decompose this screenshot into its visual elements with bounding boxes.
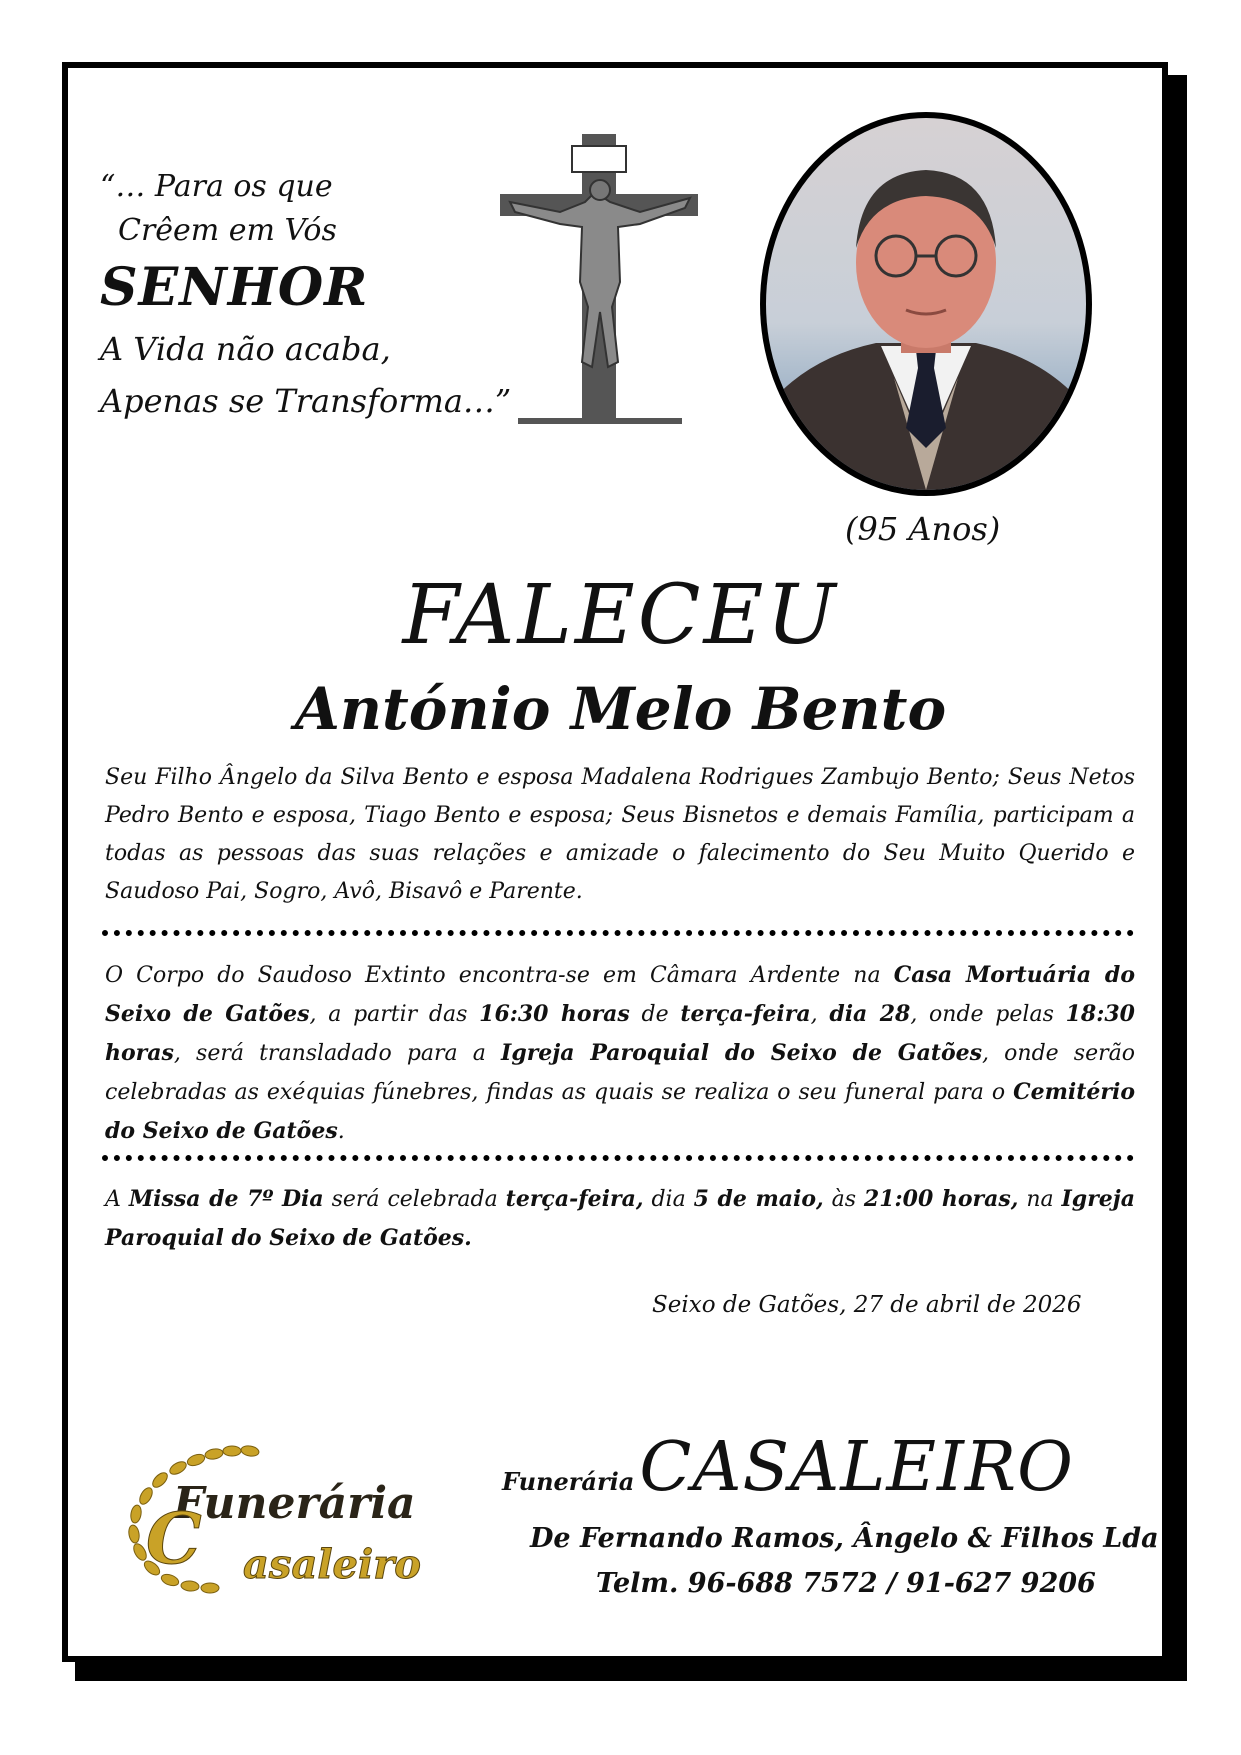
day: dia 28	[829, 1001, 911, 1027]
text-run: .	[337, 1119, 345, 1144]
text-run: , onde serão celebradas as exéquias fúnebres, findas as quais se realiza o seu funeral para o	[105, 1041, 1135, 1105]
quote-line-4: A Vida não acaba,	[100, 330, 391, 368]
mass-time: 21:00 horas,	[863, 1186, 1019, 1212]
mass-weekday: terça-feira,	[505, 1186, 644, 1212]
quote-line-3: SENHOR	[100, 257, 369, 318]
brand-name	[502, 1428, 1074, 1507]
text-run: , onde pelas	[910, 1002, 1066, 1027]
weekday: terça-feira	[680, 1001, 811, 1027]
text-run: , será transladado para a	[173, 1041, 502, 1066]
location-cemetery: Cemitério do Seixo de Gatões	[105, 1079, 1135, 1144]
funeral-home-logo	[118, 1438, 458, 1598]
family-paragraph: Seu Filho Ângelo da Silva Bento e esposa Madalena Rodrigues Zambujo Bento; Seus Netos Pedro Bento e esposa, Tiago Bento e esposa; Seus Bisnetos e demais Família, participam a todas as pessoas das suas relações e amizade o falecimento do Seu Muito Querido e Saudoso Pai, Sogro, Avô, Bisavô e Parente.	[105, 765, 1135, 904]
text-run: A	[105, 1187, 129, 1212]
quote-line-5: Apenas se Transforma…”	[100, 382, 512, 420]
mass-location: Igreja Paroquial do Seixo de Gatões.	[105, 1186, 1135, 1251]
text-run: dia	[643, 1187, 694, 1212]
text-run: ,	[810, 1002, 830, 1027]
text-run: será celebrada	[323, 1187, 506, 1212]
logo-initial: C	[146, 1497, 202, 1580]
brand-small: Funerária	[502, 1467, 635, 1496]
mass-paragraph	[105, 1180, 1135, 1258]
quote-line-2: Crêem em Vós	[118, 213, 337, 248]
age-label: (95 Anos)	[845, 510, 1001, 548]
text-run: de	[629, 1002, 681, 1027]
location-mortuary: Casa Mortuária do Seixo de Gatões	[105, 962, 1135, 1027]
text-run: na	[1018, 1187, 1062, 1212]
text-run: às	[823, 1187, 864, 1212]
wake-paragraph	[105, 956, 1135, 1151]
phone-numbers: Telm. 96-688 7572 / 91-627 9206	[596, 1568, 1096, 1599]
text-run: , a partir das	[309, 1002, 480, 1027]
mass-date: 5 de maio,	[693, 1186, 824, 1212]
quote-line-1: “… Para os que	[100, 169, 333, 204]
page-title: FALECEU	[402, 568, 839, 663]
time-transfer: 18:30 horas	[105, 1001, 1135, 1066]
location-church: Igreja Paroquial do Seixo de Gatões	[501, 1040, 983, 1066]
crucifix-icon	[500, 132, 700, 432]
firm-name: De Fernando Ramos, Ângelo & Filhos Lda	[530, 1523, 1159, 1554]
portrait-photo	[760, 112, 1092, 496]
logo-line-2: asaleiro	[243, 1541, 421, 1588]
place-date: Seixo de Gatões, 27 de abril de 2026	[652, 1292, 1082, 1318]
logo-line-1: Funerária	[173, 1478, 416, 1529]
dotted-divider	[102, 930, 1134, 936]
brand-big: CASALEIRO	[639, 1428, 1074, 1507]
religious-quote	[100, 165, 520, 427]
deceased-name: António Melo Bento	[294, 675, 947, 743]
time-start: 16:30 horas	[479, 1001, 630, 1027]
dotted-divider	[102, 1155, 1134, 1161]
text-run: O Corpo do Saudoso Extinto encontra-se em Câmara Ardente na	[105, 963, 894, 988]
mass-name: Missa de 7º Dia	[128, 1186, 324, 1212]
